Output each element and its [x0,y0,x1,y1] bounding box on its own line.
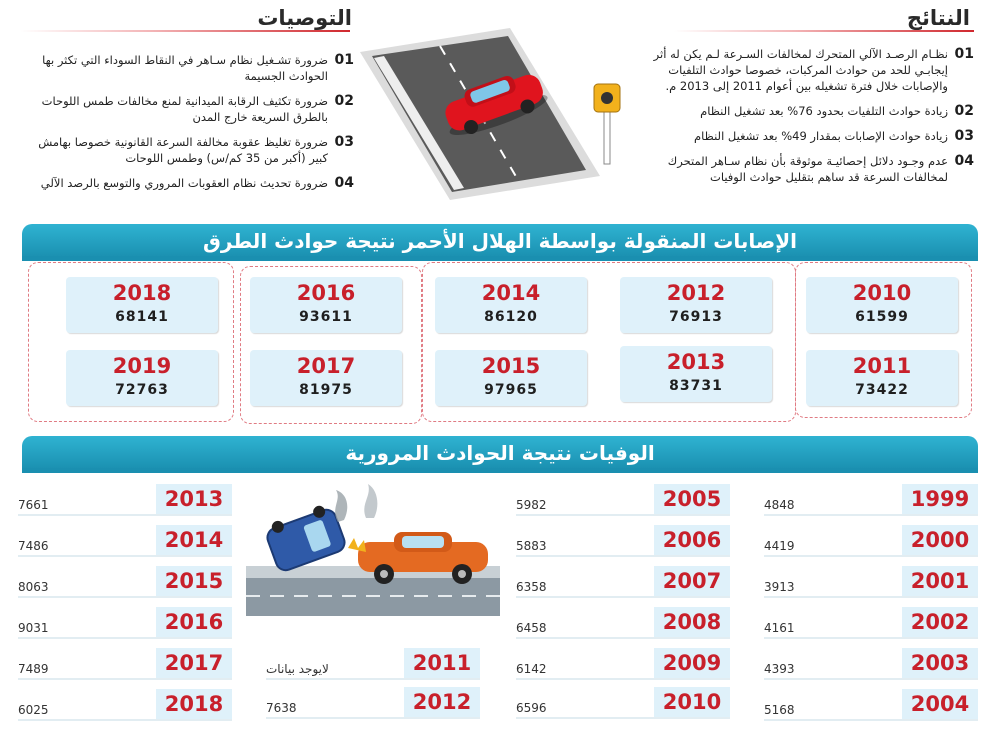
deaths-row [18,525,232,557]
injuries-title: الإصابات المنقولة بواسطة الهلال الأحمر نتيجة حوادث الطرق [203,229,797,253]
death-year: 2008 [662,610,722,634]
row-line [18,637,232,639]
death-year: 2015 [164,569,224,593]
deaths-row [764,689,978,721]
row-line [18,596,232,598]
deaths-band [22,468,978,473]
death-value: 8063 [18,580,49,594]
item-text: ضرورة تشـغيل نظام سـاهر في النقاط السوداء التي تكثر بها الحوادث الجسيمة [42,53,328,83]
injury-value: 81975 [299,382,353,398]
deaths-row [266,687,480,719]
results-item [644,46,974,94]
item-text: ضرورة تكثيف الرقابة الميدانية لمنع مخالفات طمس اللوحات بالطرق السريعة خارج المدن [41,94,328,124]
item-number: 04 [954,153,974,169]
injury-card [620,277,772,333]
deaths-row [516,525,730,557]
deaths-row [764,525,978,557]
item-number: 03 [334,134,354,150]
item-text: نظـام الرصـد الآلي المتحرك لمخالفات السـرعة لـم يكن له أثر إيجابـي للحد من حوادث المركبات، خصوصا حوادث التلفيات والإصابات خلال فترة تشغيله بين أعوام 2011 إلى 2013 م. [653,47,948,93]
recommendations-item [22,175,354,191]
injury-year: 2016 [296,281,356,305]
row-line [18,678,232,680]
injury-value: 72763 [115,382,169,398]
deaths-row [764,607,978,639]
row-line [266,717,480,719]
death-value: 9031 [18,621,49,635]
row-line [764,596,978,598]
deaths-row [764,484,978,516]
injury-card [806,277,958,333]
deaths-row [18,648,232,680]
injury-card [620,346,772,402]
results-underline [674,30,974,32]
item-text: زيادة حوادث التلفيات بحدود 76% بعد تشغيل النظام [700,104,948,118]
row-line [266,678,480,680]
deaths-row [516,484,730,516]
item-number: 01 [954,46,974,62]
death-year: 2000 [910,528,970,552]
row-line [764,678,978,680]
item-text: عدم وجـود دلائل إحصائيـة موثوقة بأن نظام سـاهر المتحرك لمخالفات السرعة قد ساهم بتقليل حوادث الوفيات [667,154,948,184]
death-year: 2007 [662,569,722,593]
item-text: ضرورة تحديث نظام العقوبات المروري والتوسع بالرصد الآلي [40,176,328,190]
deaths-row [18,484,232,516]
recommendations-item [22,93,354,125]
injury-year: 2010 [852,281,912,305]
item-number: 02 [954,103,974,119]
injury-value: 93611 [299,309,353,325]
injury-year: 2015 [481,354,541,378]
death-value: 4393 [764,662,795,676]
injury-year: 2019 [112,354,172,378]
row-line [516,514,730,516]
row-line [516,717,730,719]
row-line [764,637,978,639]
row-line [764,514,978,516]
death-value: 6458 [516,621,547,635]
death-year: 2012 [412,690,472,714]
item-number: 02 [334,93,354,109]
recommendations-title: التوصيات [257,6,352,30]
death-value: 5168 [764,703,795,717]
recommendations-underline [20,30,350,32]
death-value: 4161 [764,621,795,635]
death-value: 6596 [516,701,547,715]
death-value: 3913 [764,580,795,594]
injury-card [250,277,402,333]
injury-year: 2017 [296,354,356,378]
item-text: ضرورة تغليظ عقوبة مخالفة السرعة القانونية خصوصا بهامش كبير (أكبر من 35 كم/س) وطمس اللوحات [38,135,328,165]
death-value: 7486 [18,539,49,553]
injury-card [250,350,402,406]
death-year: 2011 [412,651,472,675]
results-title: النتائج [906,6,970,30]
injury-card [435,350,587,406]
injury-value: 97965 [484,382,538,398]
row-line [764,555,978,557]
deaths-banner [22,436,978,470]
death-year: 2002 [910,610,970,634]
death-year: 2010 [662,690,722,714]
injury-value: 76913 [669,309,723,325]
results-list [644,46,974,194]
death-year: 2009 [662,651,722,675]
injury-value: 68141 [115,309,169,325]
recommendations-list [22,52,354,200]
row-line [516,637,730,639]
death-year: 2003 [910,651,970,675]
row-line [516,555,730,557]
row-line [18,719,232,721]
row-line [516,678,730,680]
row-line [18,555,232,557]
death-value: 4419 [764,539,795,553]
death-year: 2014 [164,528,224,552]
crash-illustration [246,478,500,616]
death-value: لايوجد بيانات [266,662,329,676]
item-text: زيادة حوادث الإصابات بمقدار 49% بعد تشغيل النظام [694,129,948,143]
deaths-row [516,607,730,639]
injury-value: 73422 [855,382,909,398]
deaths-row [516,687,730,719]
death-value: 7638 [266,701,297,715]
deaths-row [764,648,978,680]
death-year: 2016 [164,610,224,634]
results-item [644,103,974,119]
item-number: 03 [954,128,974,144]
deaths-row [516,566,730,598]
injuries-banner [22,224,978,258]
injury-card [66,350,218,406]
injury-year: 2012 [666,281,726,305]
item-number: 01 [334,52,354,68]
death-year: 2005 [662,487,722,511]
results-item [644,153,974,185]
death-value: 6025 [18,703,49,717]
death-value: 6142 [516,662,547,676]
death-year: 1999 [910,487,970,511]
death-year: 2006 [662,528,722,552]
row-line [18,514,232,516]
death-value: 6358 [516,580,547,594]
death-year: 2001 [910,569,970,593]
death-value: 4848 [764,498,795,512]
injury-value: 86120 [484,309,538,325]
death-year: 2017 [164,651,224,675]
deaths-row [266,648,480,680]
deaths-row [764,566,978,598]
injury-card [806,350,958,406]
injury-year: 2018 [112,281,172,305]
recommendations-item [22,134,354,166]
item-number: 04 [334,175,354,191]
results-item [644,128,974,144]
recommendations-item [22,52,354,84]
injury-value: 61599 [855,309,909,325]
deaths-title: الوفيات نتيجة الحوادث المرورية [345,441,655,465]
injury-year: 2013 [666,350,726,374]
death-year: 2018 [164,692,224,716]
death-value: 7661 [18,498,49,512]
speed-camera-road-illustration [360,28,630,200]
deaths-row [18,689,232,721]
row-line [764,719,978,721]
injury-year: 2011 [852,354,912,378]
deaths-row [18,566,232,598]
death-year: 2013 [164,487,224,511]
deaths-row [18,607,232,639]
death-value: 7489 [18,662,49,676]
deaths-row [516,648,730,680]
death-value: 5883 [516,539,547,553]
injuries-band [22,256,978,261]
death-value: 5982 [516,498,547,512]
death-year: 2004 [910,692,970,716]
row-line [516,596,730,598]
injury-card [66,277,218,333]
injury-card [435,277,587,333]
injury-year: 2014 [481,281,541,305]
injury-value: 83731 [669,378,723,394]
